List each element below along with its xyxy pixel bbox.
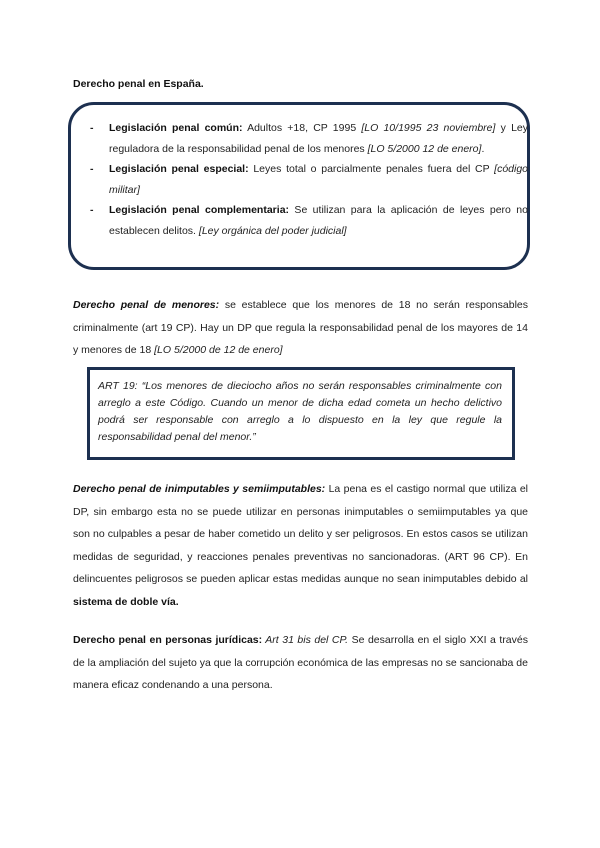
item-citation: [código militar] [109, 163, 529, 196]
item-label: Legislación penal común: [109, 122, 243, 134]
list-item [90, 159, 528, 200]
legislation-list [90, 118, 528, 241]
item-citation: [LO 10/1995 23 noviembre] [361, 122, 496, 134]
list-item [90, 118, 528, 159]
item-text: y Ley reguladora de la responsabilidad penal de los menores [109, 122, 528, 155]
bullet-dash: - [90, 163, 94, 175]
bullet-dash: - [90, 122, 94, 134]
doble-via-term: sistema de doble vía. [73, 595, 179, 608]
menores-text: se establece que los menores de 18 no serán responsables criminalmente (art 19 CP). Hay un DP que regula la responsabilidad penal de los mayores de 14 y menores de 18 [73, 299, 528, 356]
list-item [90, 200, 528, 241]
item-label: Legislación penal especial: [109, 163, 249, 175]
item-text: Leyes total o parcialmente penales fuera del CP [248, 163, 495, 175]
juridicas-paragraph [73, 629, 528, 697]
inimputables-paragraph [73, 478, 528, 613]
menores-label: Derecho penal de menores: [73, 299, 220, 311]
item-text: Adultos +18, CP 1995 [242, 122, 362, 134]
juridicas-citation: Art 31 bis del CP. [262, 634, 349, 646]
menores-paragraph [73, 294, 528, 362]
inimputables-label: Derecho penal de inimputables y semiimputables: [73, 483, 326, 495]
bullet-dash: - [90, 204, 94, 216]
item-citation: [LO 5/2000 12 de enero] [367, 142, 482, 155]
page-title: Derecho penal en España. [73, 78, 204, 90]
menores-citation: [LO 5/2000 de 12 de enero] [154, 344, 283, 356]
art19-quote: ART 19: “Los menores de dieciocho años no serán responsables criminalmente con arreglo a este Código. Cuando un menor de dicha edad cometa un hecho delictivo podrá ser responsable con arreglo a lo dispuesto en la ley que regule la responsabilidad penal del menor.” [98, 380, 502, 443]
art19-quote-box [87, 367, 515, 460]
juridicas-text: Se desarrolla en el siglo XXI a través de la ampliación del sujeto ya que la corrupción económica de las empresas no se sancionaba de manera eficaz condenando a una persona. [73, 634, 528, 691]
juridicas-label: Derecho penal en personas jurídicas: [73, 634, 263, 646]
inimputables-text: La pena es el castigo normal que utiliza el DP, sin embargo esta no se puede utilizar en personas inimputables o semiimputables ya que son no culpables a pesar de haber cometido un delito y ser peligrosos. En estos casos se utilizan medidas de seguridad, y reacciones penales preventivas no sancionadoras. (ART 96 CP). En delincuentes peligrosos se pueden aplicar estas medidas aunque no sean inimputables debido al [73, 483, 528, 585]
item-text: . [481, 142, 485, 155]
item-label: Legislación penal complementaria: [109, 204, 290, 216]
item-citation: [Ley orgánica del poder judicial] [198, 224, 347, 237]
item-text: Se utilizan para la aplicación de leyes pero no establecen delitos. [109, 204, 528, 237]
